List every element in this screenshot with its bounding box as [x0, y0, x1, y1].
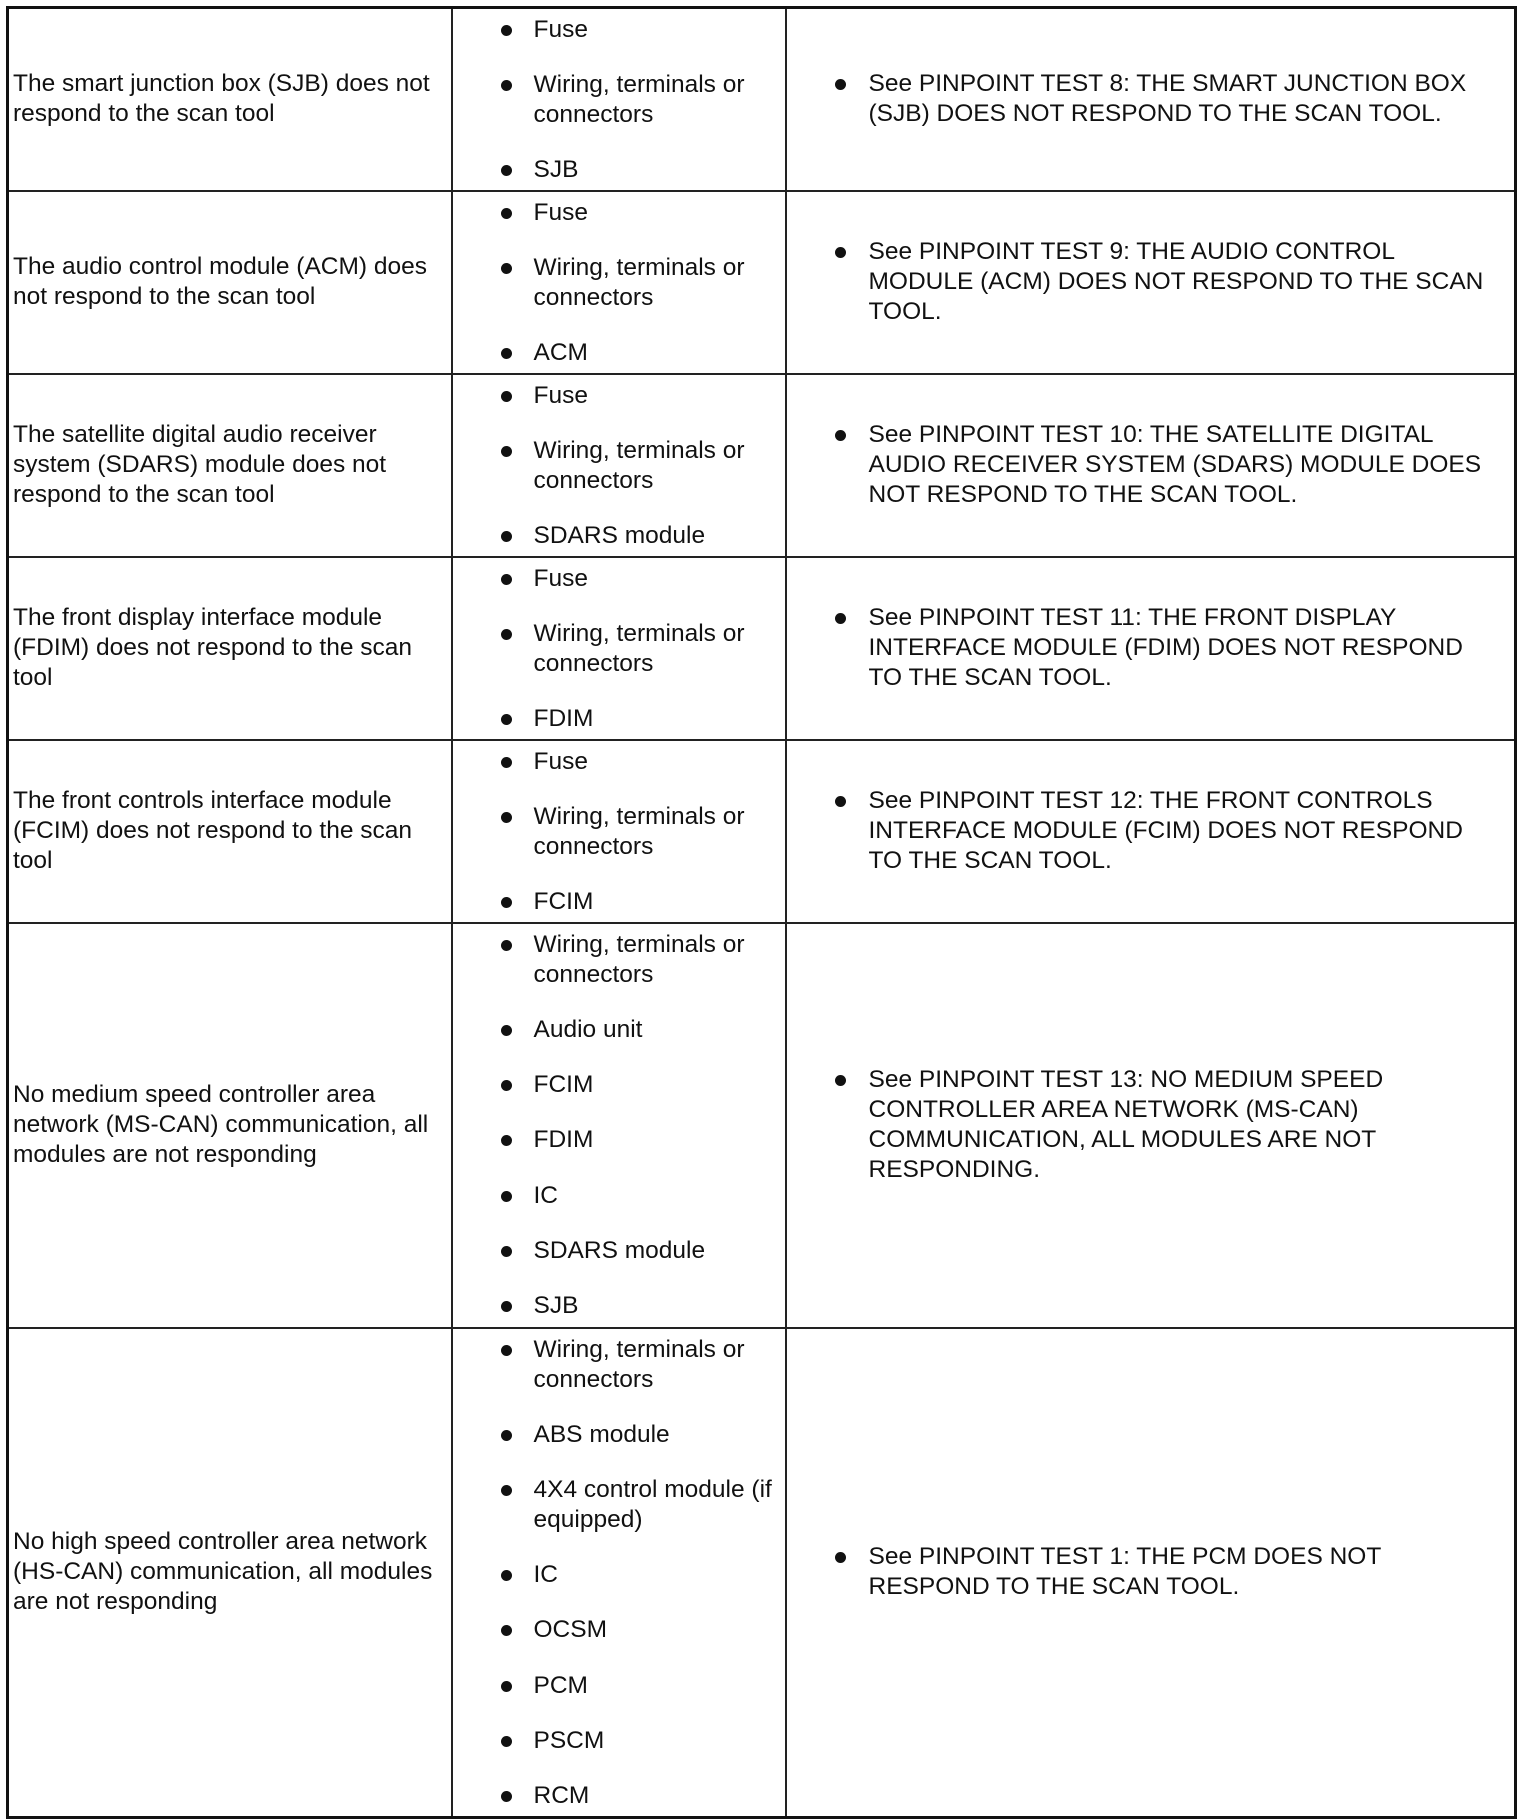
cause-text: ACM	[533, 338, 588, 366]
cause-text: Wiring, terminals or connectors	[533, 802, 745, 860]
cause-text: FDIM	[533, 704, 594, 732]
table-row	[8, 191, 1516, 374]
bullet-icon	[501, 1736, 512, 1747]
bullet-icon	[501, 1791, 512, 1802]
list-item	[453, 881, 785, 922]
list-item	[453, 192, 785, 233]
cause-text: Fuse	[533, 564, 588, 592]
bullet-icon	[501, 1080, 512, 1091]
table-row	[8, 1328, 1516, 1818]
symptom-cell	[8, 374, 452, 557]
bullet-icon	[501, 391, 512, 402]
bullet-icon	[501, 1485, 512, 1496]
symptom-text: The front display interface module (FDIM) does not respond to the scan tool	[13, 604, 412, 691]
bullet-icon	[835, 247, 846, 258]
bullet-icon	[501, 1430, 512, 1441]
list-item	[453, 375, 785, 416]
bullet-icon	[835, 796, 846, 807]
cause-list	[453, 375, 785, 556]
table-row	[8, 923, 1516, 1328]
list-item	[453, 247, 785, 318]
cause-text: Fuse	[533, 381, 588, 409]
symptom-cell	[8, 8, 452, 191]
list-item	[453, 1720, 785, 1761]
action-cell	[786, 923, 1516, 1328]
cause-list	[453, 9, 785, 190]
table-row	[8, 374, 1516, 557]
cause-text: Fuse	[533, 198, 588, 226]
cause-text: Wiring, terminals or connectors	[533, 436, 745, 494]
action-text: See PINPOINT TEST 8: THE SMART JUNCTION BOX (SJB) DOES NOT RESPOND TO THE SCAN TOOL.	[868, 70, 1467, 128]
causes-cell	[452, 1328, 786, 1818]
causes-cell	[452, 923, 786, 1328]
list-item	[453, 1609, 785, 1650]
action-text: See PINPOINT TEST 13: NO MEDIUM SPEED CONTROLLER AREA NETWORK (MS-CAN) COMMUNICATION, ALL MODULES ARE NOT RESPONDING.	[868, 1066, 1384, 1183]
cause-text: SJB	[533, 1292, 579, 1320]
list-item	[453, 1469, 785, 1540]
action-cell	[786, 1328, 1516, 1818]
bullet-icon	[835, 1075, 846, 1086]
causes-cell	[452, 191, 786, 374]
list-item	[453, 924, 785, 995]
cause-text: Wiring, terminals or connectors	[533, 70, 745, 128]
action-text: See PINPOINT TEST 9: THE AUDIO CONTROL MODULE (ACM) DOES NOT RESPOND TO THE SCAN TOOL.	[868, 238, 1484, 325]
causes-cell	[452, 374, 786, 557]
list-item	[453, 558, 785, 599]
bullet-icon	[501, 1246, 512, 1257]
list-item	[453, 1175, 785, 1216]
bullet-icon	[501, 165, 512, 176]
bullet-icon	[501, 812, 512, 823]
cause-list	[453, 558, 785, 739]
action-text: See PINPOINT TEST 11: THE FRONT DISPLAY INTERFACE MODULE (FDIM) DOES NOT RESPOND TO THE SCAN TOOL.	[868, 604, 1463, 691]
bullet-icon	[501, 1301, 512, 1312]
list-item	[453, 796, 785, 867]
cause-text: FCIM	[533, 1071, 594, 1099]
symptom-text: The smart junction box (SJB) does not respond to the scan tool	[13, 70, 430, 128]
bullet-icon	[501, 897, 512, 908]
cause-text: OCSM	[533, 1616, 607, 1644]
list-item	[453, 1285, 785, 1326]
cause-text: FDIM	[533, 1126, 594, 1154]
bullet-icon	[501, 1135, 512, 1146]
symptom-text: The audio control module (ACM) does not respond to the scan tool	[13, 253, 427, 310]
bullet-icon	[501, 446, 512, 457]
cause-list	[453, 1329, 785, 1817]
table-row	[8, 740, 1516, 923]
list-item	[453, 1119, 785, 1160]
cause-list	[453, 192, 785, 373]
cause-text: ABS module	[533, 1420, 670, 1448]
bullet-icon	[835, 1552, 846, 1563]
cause-text: FCIM	[533, 887, 594, 915]
list-item	[453, 1554, 785, 1595]
action-cell	[786, 740, 1516, 923]
cause-text: Wiring, terminals or connectors	[533, 619, 745, 677]
list-item	[453, 9, 785, 50]
diagnostic-table	[6, 6, 1517, 1819]
cause-text: Audio unit	[533, 1015, 643, 1043]
cause-text: RCM	[533, 1781, 590, 1809]
list-item	[453, 698, 785, 739]
cause-text: SDARS module	[533, 521, 706, 549]
bullet-icon	[501, 574, 512, 585]
symptom-text: No high speed controller area network (HS-CAN) communication, all modules are not responding	[13, 1528, 433, 1616]
list-item	[453, 1414, 785, 1455]
cause-text: 4X4 control module (if equipped)	[533, 1475, 772, 1533]
causes-cell	[452, 740, 786, 923]
bullet-icon	[501, 25, 512, 36]
cause-list	[453, 924, 785, 1327]
symptom-cell	[8, 191, 452, 374]
symptom-cell	[8, 1328, 452, 1818]
bullet-icon	[835, 79, 846, 90]
bullet-icon	[501, 1025, 512, 1036]
cause-text: Wiring, terminals or connectors	[533, 1335, 745, 1393]
bullet-icon	[501, 1191, 512, 1202]
cause-text: Wiring, terminals or connectors	[533, 253, 745, 311]
bullet-icon	[501, 1681, 512, 1692]
action-text: See PINPOINT TEST 1: THE PCM DOES NOT RESPOND TO THE SCAN TOOL.	[868, 1543, 1381, 1601]
causes-cell	[452, 557, 786, 740]
bullet-icon	[501, 757, 512, 768]
list-item	[453, 1009, 785, 1050]
list-item	[453, 1230, 785, 1271]
action-text: See PINPOINT TEST 10: THE SATELLITE DIGITAL AUDIO RECEIVER SYSTEM (SDARS) MODULE DOES NOT RESPOND TO THE SCAN TOOL.	[868, 421, 1482, 508]
bullet-icon	[501, 629, 512, 640]
cause-list	[453, 741, 785, 922]
table-row	[8, 8, 1516, 191]
action-text: See PINPOINT TEST 12: THE FRONT CONTROLS INTERFACE MODULE (FCIM) DOES NOT RESPOND TO THE SCAN TOOL.	[868, 787, 1463, 874]
list-item	[453, 1665, 785, 1706]
symptom-cell	[8, 923, 452, 1328]
bullet-icon	[501, 1570, 512, 1581]
cause-text: PSCM	[533, 1726, 605, 1754]
cause-text: IC	[533, 1181, 558, 1209]
symptom-cell	[8, 557, 452, 740]
list-item	[453, 515, 785, 556]
bullet-icon	[501, 80, 512, 91]
list-item	[453, 1064, 785, 1105]
bullet-icon	[501, 348, 512, 359]
bullet-icon	[501, 1345, 512, 1356]
action-cell	[786, 557, 1516, 740]
bullet-icon	[835, 430, 846, 441]
bullet-icon	[501, 714, 512, 725]
list-item	[453, 1329, 785, 1400]
cause-text: Fuse	[533, 747, 588, 775]
list-item	[453, 1775, 785, 1816]
symptom-cell	[8, 740, 452, 923]
list-item	[453, 430, 785, 501]
cause-text: SDARS module	[533, 1237, 706, 1265]
symptom-text: No medium speed controller area network (MS-CAN) communication, all modules are not responding	[13, 1081, 429, 1168]
cause-text: IC	[533, 1561, 558, 1589]
bullet-icon	[501, 263, 512, 274]
list-item	[453, 149, 785, 190]
table-row	[8, 557, 1516, 740]
causes-cell	[452, 8, 786, 191]
action-cell	[786, 374, 1516, 557]
action-cell	[786, 191, 1516, 374]
bullet-icon	[501, 531, 512, 542]
bullet-icon	[501, 208, 512, 219]
bullet-icon	[501, 1625, 512, 1636]
list-item	[453, 64, 785, 135]
bullet-icon	[835, 613, 846, 624]
cause-text: PCM	[533, 1671, 588, 1699]
list-item	[453, 332, 785, 373]
bullet-icon	[501, 940, 512, 951]
list-item	[453, 741, 785, 782]
list-item	[453, 613, 785, 684]
cause-text: SJB	[533, 155, 579, 183]
action-cell	[786, 8, 1516, 191]
cause-text: Fuse	[533, 16, 588, 43]
cause-text: Wiring, terminals or connectors	[533, 930, 745, 988]
symptom-text: The front controls interface module (FCIM) does not respond to the scan tool	[13, 787, 412, 874]
symptom-text: The satellite digital audio receiver system (SDARS) module does not respond to the scan tool	[13, 421, 387, 508]
